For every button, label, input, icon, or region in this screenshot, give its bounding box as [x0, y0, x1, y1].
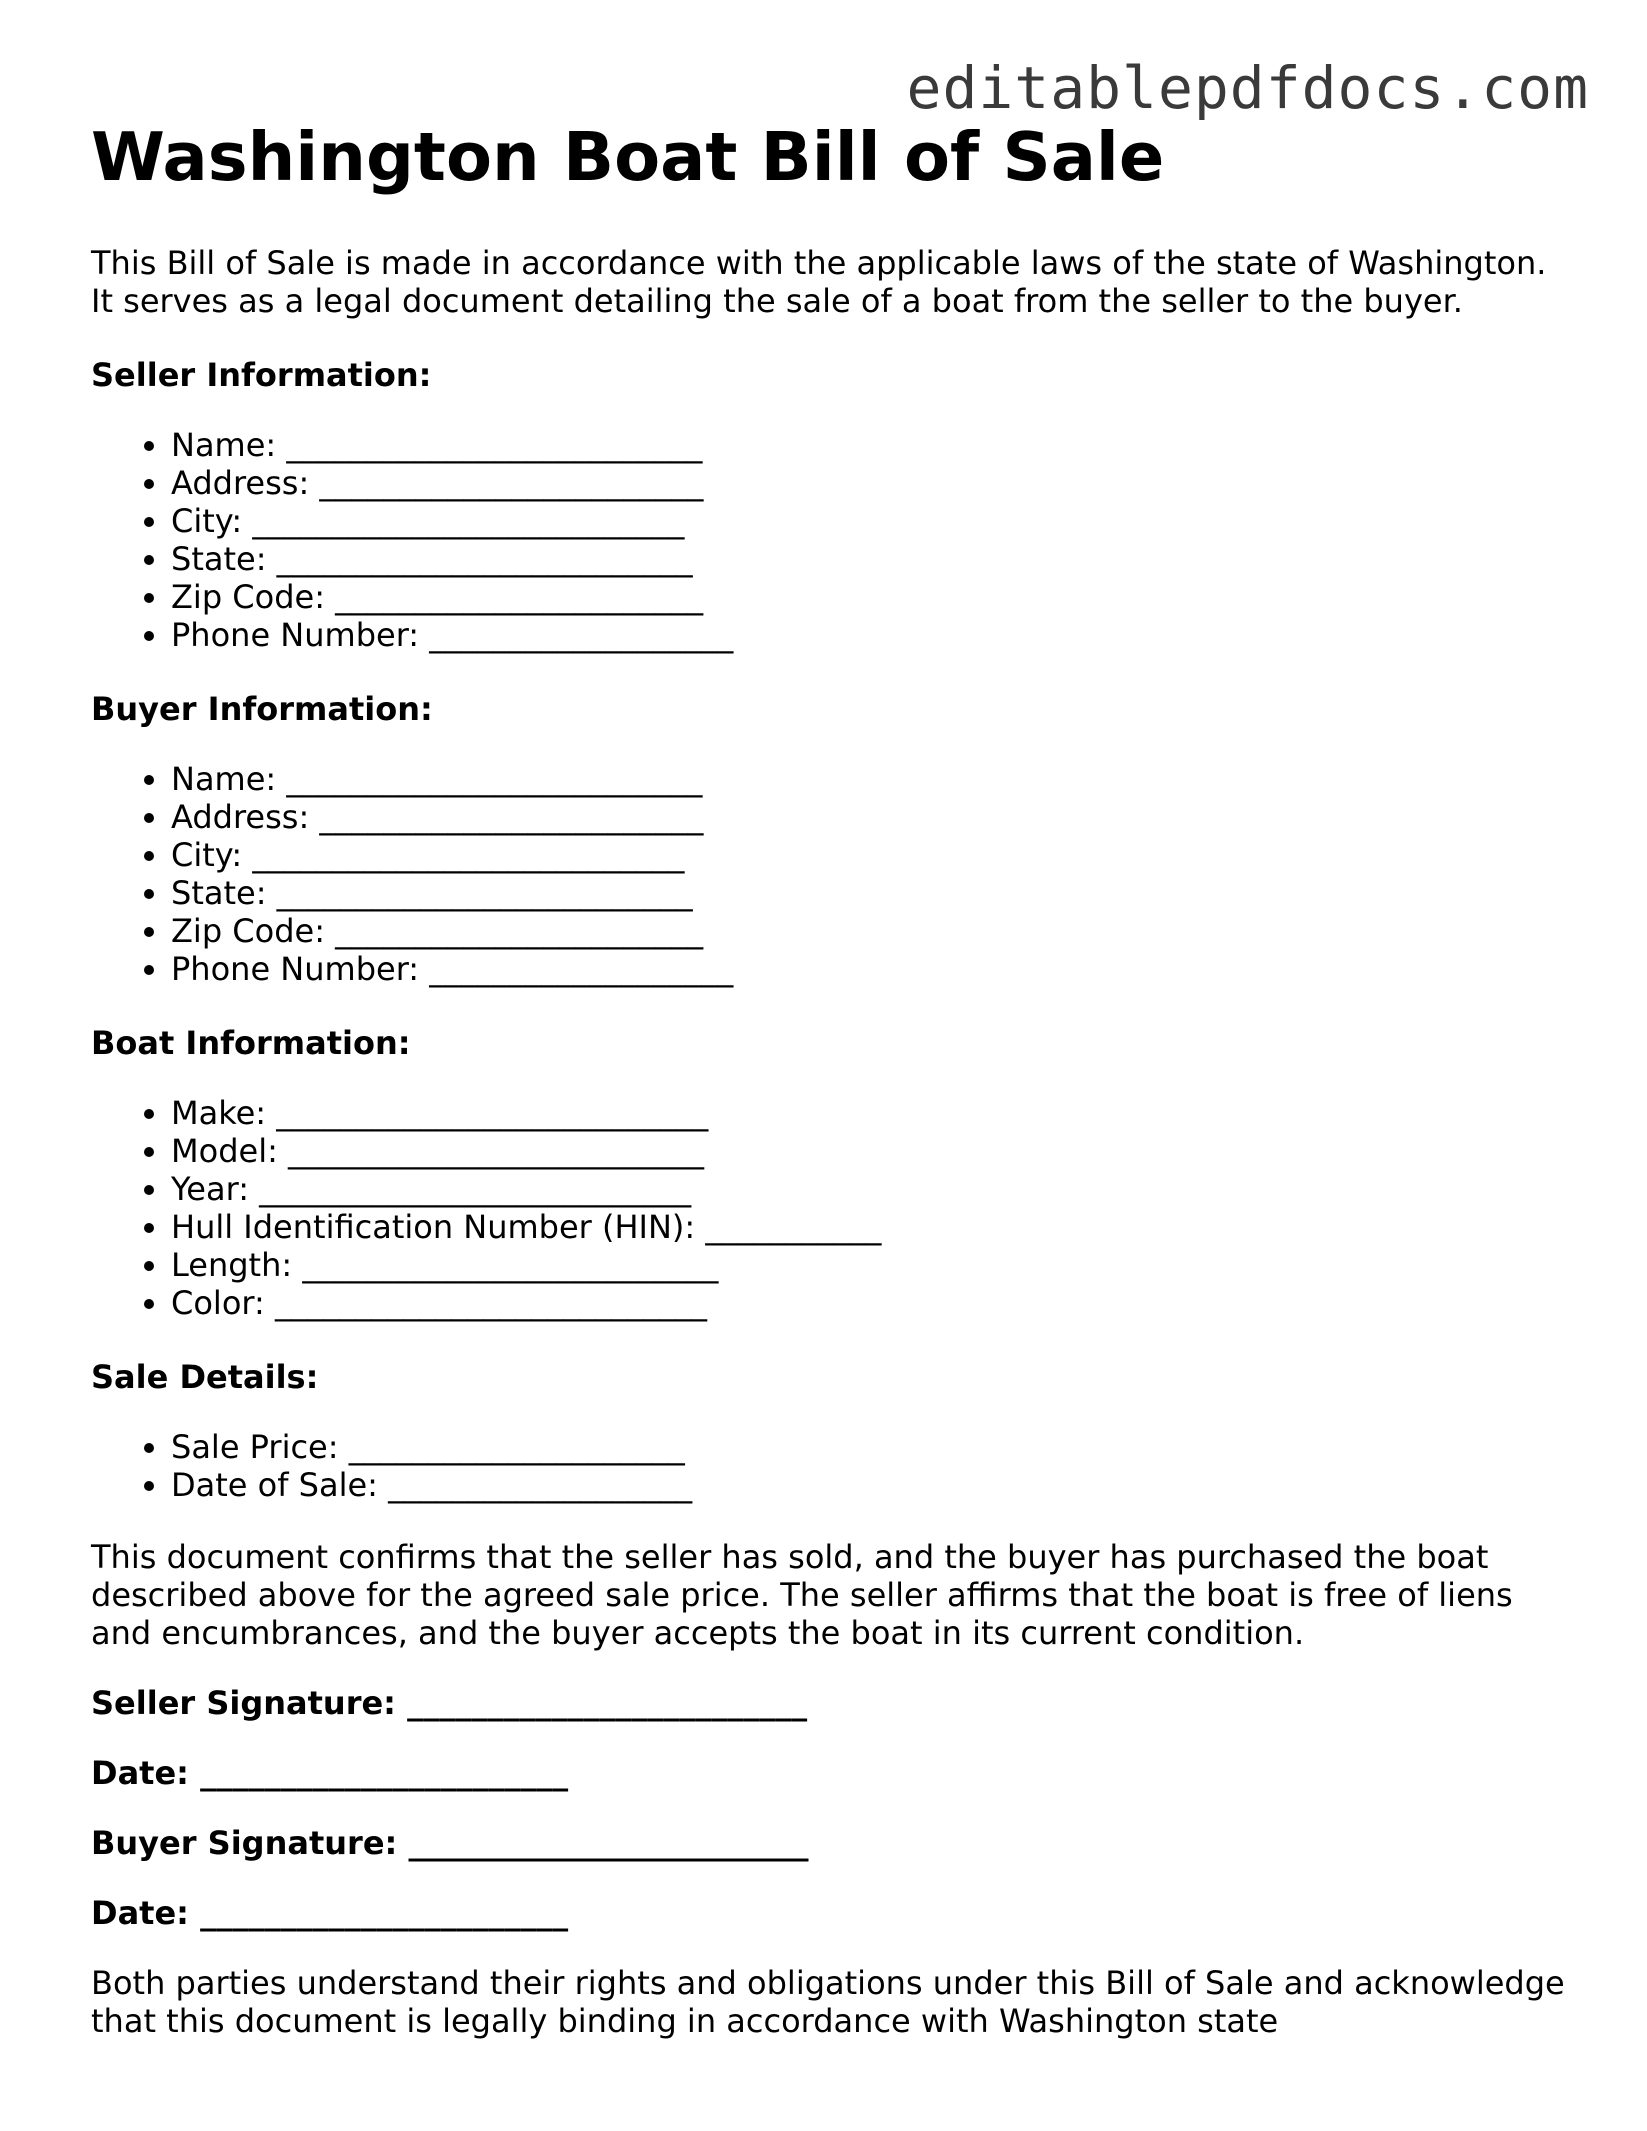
watermark: editablepdfdocs.com	[906, 54, 1589, 122]
seller-fields-list	[91, 426, 1571, 654]
boat-length-field: • Length: __________________________	[171, 1246, 1571, 1284]
buyer-date-line: Date: _______________________	[91, 1894, 569, 1932]
seller-name-field: • Name: __________________________	[171, 426, 1571, 464]
intro-paragraph: This Bill of Sale is made in accordance with the applicable laws of the state of Washington. It serves as a legal document detailing the sale of a boat from the seller to the buyer.	[91, 244, 1547, 320]
buyer-city-field: • City: ___________________________	[171, 836, 1571, 874]
buyer-signature-line: Buyer Signature: _________________________	[91, 1824, 809, 1862]
boat-color-field: • Color: ___________________________	[171, 1284, 1571, 1322]
buyer-address-field: • Address: ________________________	[171, 798, 1571, 836]
sale-fields-list	[91, 1428, 1571, 1504]
boat-fields-list	[91, 1094, 1571, 1322]
buyer-fields-list	[91, 760, 1571, 988]
boat-section-heading: Boat Information:	[91, 1024, 411, 1062]
seller-section-heading: Seller Information:	[91, 356, 432, 394]
boat-year-field: • Year: ___________________________	[171, 1170, 1571, 1208]
seller-city-field: • City: ___________________________	[171, 502, 1571, 540]
seller-phone-field: • Phone Number: ___________________	[171, 616, 1571, 654]
sale-date-field: • Date of Sale: ___________________	[171, 1466, 1571, 1504]
final-paragraph: Both parties understand their rights and obligations under this Bill of Sale and acknowledge that this document is legally binding in accordance with Washington state	[91, 1964, 1565, 2040]
seller-signature-line: Seller Signature: _________________________	[91, 1684, 808, 1722]
document-title: Washington Boat Bill of Sale	[91, 118, 1165, 196]
buyer-phone-field: • Phone Number: ___________________	[171, 950, 1571, 988]
seller-address-field: • Address: ________________________	[171, 464, 1571, 502]
closing-paragraph: This document confirms that the seller has sold, and the buyer has purchased the boat described above for the agreed sale price. The seller affirms that the boat is free of liens and encumbrances, and the buyer accepts the boat in its current condition.	[91, 1538, 1513, 1652]
boat-hin-field: • Hull Identification Number (HIN): ___________	[171, 1208, 1571, 1246]
sale-price-field: • Sale Price: _____________________	[171, 1428, 1571, 1466]
seller-state-field: • State: __________________________	[171, 540, 1571, 578]
buyer-zip-field: • Zip Code: _______________________	[171, 912, 1571, 950]
seller-zip-field: • Zip Code: _______________________	[171, 578, 1571, 616]
seller-date-line: Date: _______________________	[91, 1754, 569, 1792]
boat-model-field: • Model: __________________________	[171, 1132, 1571, 1170]
buyer-name-field: • Name: __________________________	[171, 760, 1571, 798]
sale-section-heading: Sale Details:	[91, 1358, 319, 1396]
boat-make-field: • Make: ___________________________	[171, 1094, 1571, 1132]
buyer-section-heading: Buyer Information:	[91, 690, 433, 728]
document-page	[91, 112, 1571, 2040]
buyer-state-field: • State: __________________________	[171, 874, 1571, 912]
